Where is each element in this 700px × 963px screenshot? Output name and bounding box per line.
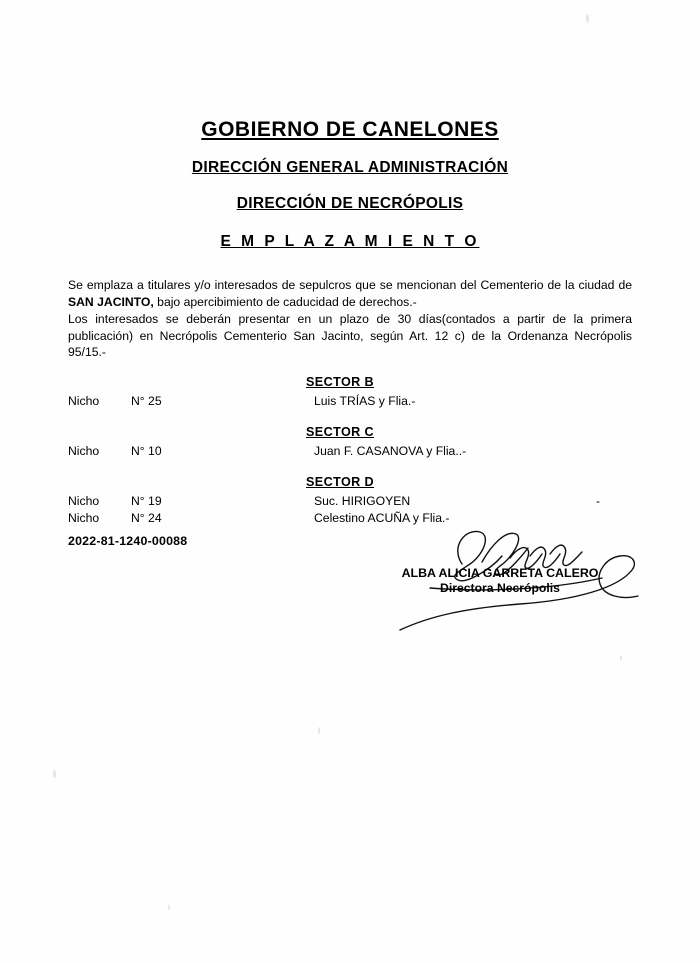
subtitle-doc-type: E M P L A Z A M I E N T O <box>220 233 480 250</box>
scan-speck <box>318 727 320 734</box>
notice-body <box>68 277 632 361</box>
scan-speck <box>53 770 56 778</box>
signature-area <box>330 500 670 640</box>
scan-speck <box>168 905 170 910</box>
signer-role: Directora Necrópolis <box>440 581 560 595</box>
notice-p1-part1: Se emplaza a titulares y/o interesados de sepulcros que se mencionan del Cementerio de la ciudad de <box>68 278 632 292</box>
nicho-number: N° 19 <box>131 493 162 508</box>
nicho-number: N° 24 <box>131 510 162 525</box>
subtitle-department: DIRECCIÓN GENERAL ADMINISTRACIÓN <box>191 159 509 176</box>
nicho-holder: Luis TRÍAS y Flia.- <box>314 393 416 408</box>
nicho-label: Nicho <box>68 393 100 408</box>
nicho-label: Nicho <box>68 443 100 458</box>
notice-city: SAN JACINTO, <box>68 294 154 309</box>
nicho-holder: Celestino ACUÑA y Flia.- <box>314 510 450 525</box>
sector-block <box>0 425 700 461</box>
table-row <box>0 394 700 411</box>
notice-paragraph-1 <box>68 277 632 310</box>
nicho-number: N° 10 <box>131 443 162 458</box>
nicho-holder: Suc. HIRIGOYEN <box>314 493 411 508</box>
table-row <box>0 444 700 461</box>
scan-speck <box>620 655 622 661</box>
notice-paragraph-2: Los interesados se deberán presentar en un plazo de 30 días(contados a partir de la primera publicación) en Necrópolis Cementerio San Jacinto, según Art. 12 c) de la Ordenanza Necrópolis 95/15.- <box>68 312 632 360</box>
nicho-label: Nicho <box>68 510 100 525</box>
signer-name: ALBA ALICIA GARRETA CALERO <box>401 566 599 580</box>
nicho-number: N° 25 <box>131 393 162 408</box>
nicho-holder: Juan F. CASANOVA y Flia..- <box>314 443 467 458</box>
notice-p1-part2: bajo apercibimiento de caducidad de derechos.- <box>153 294 417 309</box>
row-mark: - <box>596 493 601 508</box>
sector-title: SECTOR C <box>306 424 375 439</box>
subtitle-office: DIRECCIÓN DE NECRÓPOLIS <box>236 195 464 212</box>
sector-block <box>0 375 700 411</box>
sector-title: SECTOR D <box>306 474 375 489</box>
reference-code: 2022-81-1240-00088 <box>68 534 188 548</box>
sector-title: SECTOR B <box>306 374 375 389</box>
page-title: GOBIERNO DE CANELONES <box>201 118 499 141</box>
nicho-label: Nicho <box>68 493 100 508</box>
